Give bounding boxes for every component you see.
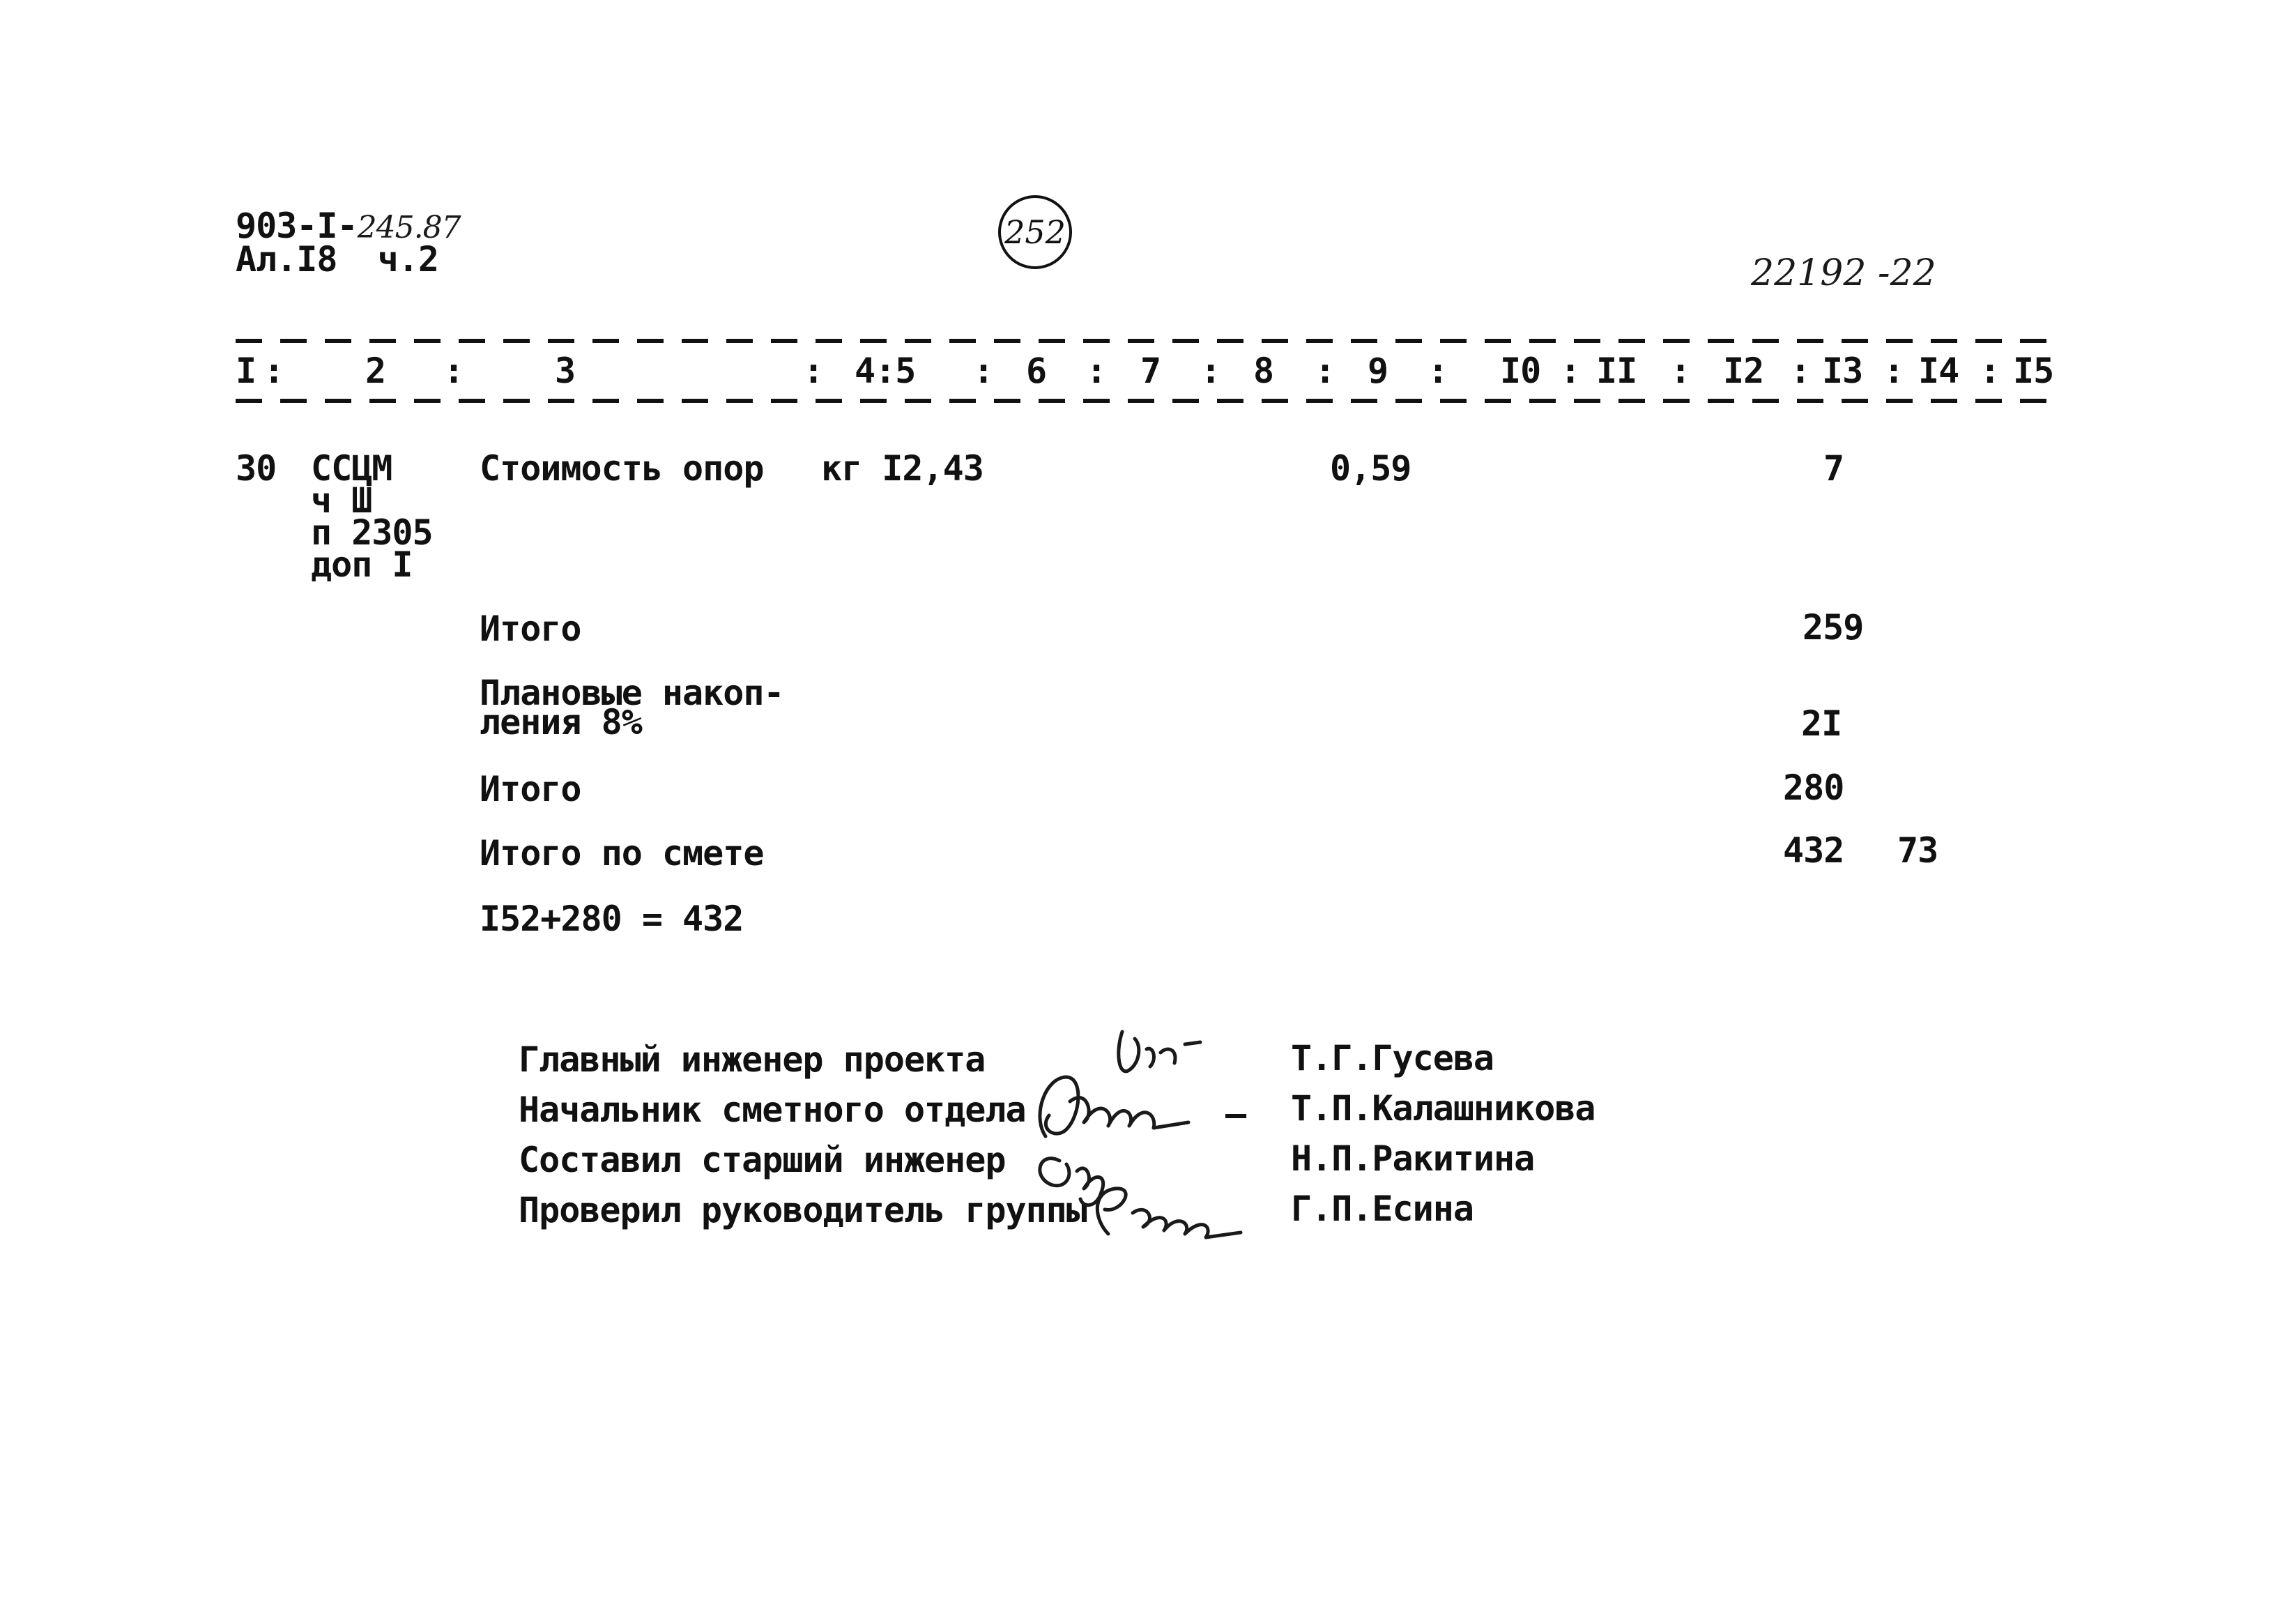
header-rule-bottom [236,399,2048,403]
signatory-role: Начальник сметного отдела [519,1090,1026,1130]
rate-code-line: доп I [311,544,413,585]
col-header: 9 [1368,351,1388,391]
signatory-role: Главный инженер проекта [519,1039,986,1080]
col-sep: : [1883,351,1904,391]
unit-price: кг I2,43 [821,448,984,489]
col-sep: : [1428,351,1448,391]
col-sep: : [973,351,994,391]
col-sep: : [1980,351,2000,391]
signatory-name: Н.П.Ракитина [1291,1138,1535,1179]
col-header: 3 [555,351,576,391]
signatory-name: Г.П.Есина [1291,1189,1474,1229]
signature-scribble [1097,1189,1241,1237]
rate-code-line: ч Ш [311,480,372,521]
col-sep: : [1200,351,1221,391]
total-label: Итого [480,609,581,649]
total-value: 259 [1803,607,1864,648]
col-header: II [1596,351,1637,391]
total-label: Плановые накоп- [480,673,784,713]
total-value: 2I [1801,703,1842,744]
signature-scribble [1040,1159,1103,1205]
album-line: Ал.I8 ч.2 [236,239,439,280]
col-header: 8 [1253,351,1274,391]
col-header: 2 [365,351,386,391]
cost-value: 7 [1823,448,1844,489]
total-label: Итого по смете [480,833,764,873]
signatory-role: Проверил руководитель группы [519,1190,1087,1230]
col-header: 6 [1026,351,1047,391]
total-value: 280 [1783,768,1844,808]
col-sep: : [1315,351,1335,391]
col-header: 4:5 [855,351,916,391]
col-header: I2 [1723,351,1764,391]
col-sep: : [1670,351,1691,391]
handwritten-code: 245.87 [357,210,461,245]
col-sep: : [443,351,464,391]
coefficient: 0,59 [1330,448,1411,489]
signatory-role: Составил старший инженер [519,1140,1006,1180]
total-label: Итого [480,769,581,809]
signature-scribble [1119,1032,1200,1071]
col-header: 7 [1140,351,1161,391]
sheet-code: 22192 -22 [1751,252,1936,294]
rate-code-line: п 2305 [311,512,433,553]
total-value: 432 [1783,830,1844,871]
col-header: I [236,351,257,391]
row-number: 30 [236,448,277,489]
total-label: ления 8% [480,702,642,742]
signature-scribble [1040,1077,1188,1136]
col-header: I0 [1500,351,1541,391]
col-sep: : [1790,351,1811,391]
col-header: I3 [1822,351,1863,391]
col-sep: : [1560,351,1581,391]
col-header: I5 [2013,351,2054,391]
signatory-name: Т.Г.Гусева [1291,1038,1494,1078]
col-sep: : [1086,351,1107,391]
formula: I52+280 = 432 [480,899,744,939]
col-sep: : [803,351,824,391]
col-header: I4 [1918,351,1959,391]
header-rule-top [236,339,2048,343]
document-code: 903-I-245.87 [236,206,461,246]
circled-page-number: 252 [998,195,1072,269]
signatory-name: Т.П.Калашникова [1291,1088,1595,1129]
rate-code-line: ССЦМ [311,448,392,489]
total-value-secondary: 73 [1897,830,1938,871]
col-sep: : [263,351,284,391]
item-description: Стоимость опор [480,448,764,489]
dash-mark: — [1225,1094,1246,1134]
